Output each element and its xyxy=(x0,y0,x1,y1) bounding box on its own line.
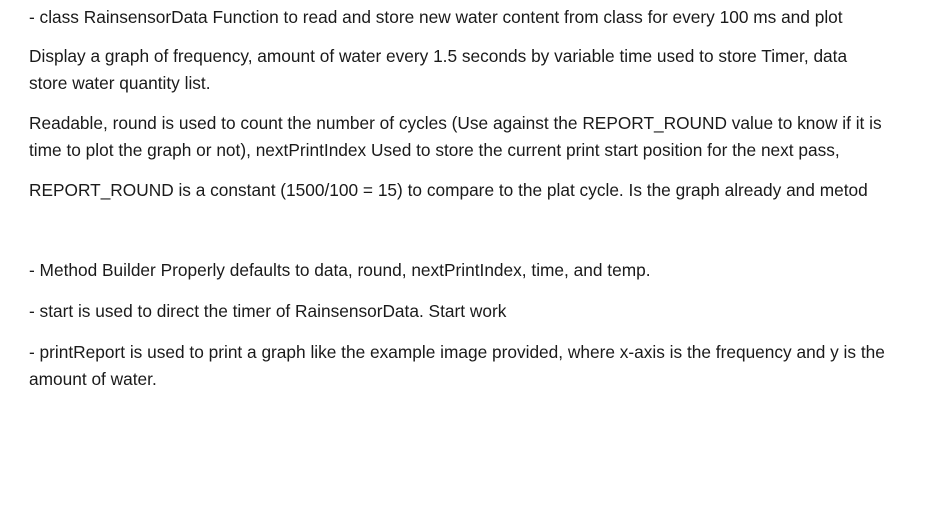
spacer xyxy=(29,284,929,298)
spacer xyxy=(29,204,929,257)
spacer xyxy=(29,164,929,177)
paragraph-rainsensordata-class: - class RainsensorData Function to read and store new water content from class for every 100 ms and plot xyxy=(29,7,843,27)
paragraph-readable-round: Readable, round is used to count the number of cycles (Use against the REPORT_ROUND value to know if it is time to plot the graph or not), nextPrintIndex Used to store the current print start position for the next pass, xyxy=(29,113,882,160)
spacer xyxy=(29,97,929,110)
paragraph-report-round: REPORT_ROUND is a constant (1500/100 = 15) to compare to the plat cycle. Is the graph already and metod xyxy=(29,180,868,200)
spacer xyxy=(29,31,929,43)
spacer xyxy=(29,325,929,339)
document-body xyxy=(29,4,929,393)
paragraph-start-method: - start is used to direct the timer of RainsensorData. Start work xyxy=(29,301,507,321)
paragraph-print-report: - printReport is used to print a graph like the example image provided, where x-axis is the frequency and y is the amount of water. xyxy=(29,342,885,389)
paragraph-display-graph: Display a graph of frequency, amount of water every 1.5 seconds by variable time used to store Timer, data store water quantity list. xyxy=(29,46,848,93)
paragraph-method-builder: - Method Builder Properly defaults to data, round, nextPrintIndex, time, and temp. xyxy=(29,260,651,280)
